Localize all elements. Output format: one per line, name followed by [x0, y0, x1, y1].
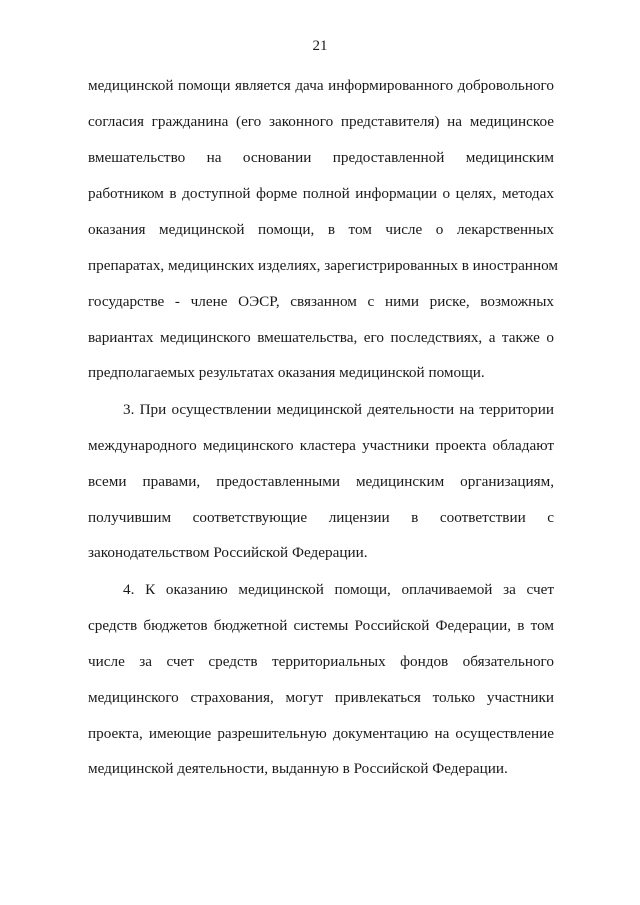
text-line: работником в доступной форме полной информации о целях, методах: [88, 185, 554, 202]
text-line: всеми правами, предоставленными медицинским организациям,: [88, 473, 554, 490]
text-line: международного медицинского кластера участники проекта обладают: [88, 437, 554, 454]
text-line: медицинской помощи является дача информированного добровольного: [88, 77, 554, 94]
text-line: предполагаемых результатах оказания медицинской помощи.: [88, 364, 485, 381]
text-line: средств бюджетов бюджетной системы Российской Федерации, в том: [88, 617, 554, 634]
text-line: 3. При осуществлении медицинской деятельности на территории: [123, 401, 554, 418]
text-line: оказания медицинской помощи, в том числе о лекарственных: [88, 221, 554, 238]
text-line: медицинского страхования, могут привлекаться только участники: [88, 689, 554, 706]
text-line: законодательством Российской Федерации.: [88, 544, 368, 561]
text-line: согласия гражданина (его законного представителя) на медицинское: [88, 113, 554, 130]
text-line: получившим соответствующие лицензии в соответствии с: [88, 509, 554, 526]
text-line: числе за счет средств территориальных фондов обязательного: [88, 653, 554, 670]
text-line: вмешательство на основании предоставленной медицинским: [88, 149, 554, 166]
text-line: медицинской деятельности, выданную в Российской Федерации.: [88, 760, 508, 777]
text-line: 4. К оказанию медицинской помощи, оплачиваемой за счет: [123, 581, 554, 598]
text-line: вариантах медицинского вмешательства, его последствиях, а также о: [88, 329, 554, 346]
page-number: 21: [312, 38, 328, 54]
text-line: проекта, имеющие разрешительную документацию на осуществление: [88, 725, 554, 742]
text-line: препаратах, медицинских изделиях, зарегистрированных в иностранном: [88, 257, 558, 274]
text-line: государстве - члене ОЭСР, связанном с ними риске, возможных: [88, 293, 554, 310]
